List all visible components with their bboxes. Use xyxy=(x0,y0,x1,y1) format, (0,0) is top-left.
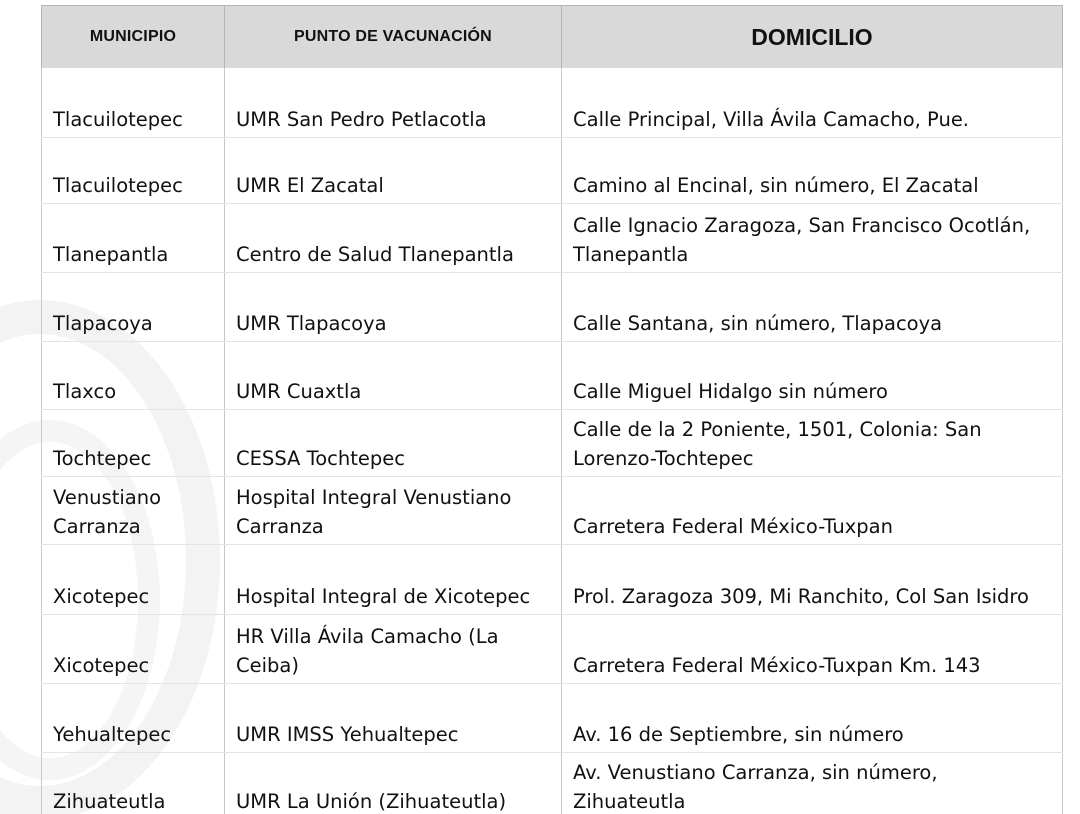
header-domicilio: DOMICILIO xyxy=(562,6,1063,69)
cell-municipio: Zihuateutla xyxy=(42,753,225,814)
table-row xyxy=(42,273,1063,342)
cell-domicilio: Av. Venustiano Carranza, sin número, Zihuateutla xyxy=(562,753,1063,814)
header-row xyxy=(42,6,1063,69)
cell-punto: UMR La Unión (Zihuateutla) xyxy=(225,753,562,814)
cell-municipio: Xicotepec xyxy=(42,615,225,684)
cell-domicilio: Carretera Federal México-Tuxpan Km. 143 xyxy=(562,615,1063,684)
table-row xyxy=(42,615,1063,684)
cell-punto: UMR Cuaxtla xyxy=(225,342,562,410)
cell-municipio: Tlacuilotepec xyxy=(42,138,225,204)
cell-municipio: Tlaxco xyxy=(42,342,225,410)
cell-municipio: Tlacuilotepec xyxy=(42,68,225,138)
cell-punto: CESSA Tochtepec xyxy=(225,410,562,477)
table-row xyxy=(42,684,1063,753)
cell-domicilio: Prol. Zaragoza 309, Mi Ranchito, Col San Isidro xyxy=(562,545,1063,615)
cell-punto: HR Villa Ávila Camacho (La Ceiba) xyxy=(225,615,562,684)
cell-punto: Centro de Salud Tlanepantla xyxy=(225,204,562,273)
cell-punto: UMR El Zacatal xyxy=(225,138,562,204)
cell-municipio: Xicotepec xyxy=(42,545,225,615)
cell-punto: UMR San Pedro Petlacotla xyxy=(225,68,562,138)
cell-municipio: Yehualtepec xyxy=(42,684,225,753)
cell-punto: UMR IMSS Yehualtepec xyxy=(225,684,562,753)
table-row xyxy=(42,204,1063,273)
cell-municipio: Venustiano Carranza xyxy=(42,477,225,545)
cell-domicilio: Calle Miguel Hidalgo sin número xyxy=(562,342,1063,410)
table-row xyxy=(42,477,1063,545)
cell-domicilio: Carretera Federal México-Tuxpan xyxy=(562,477,1063,545)
table-row xyxy=(42,68,1063,138)
cell-domicilio: Calle Santana, sin número, Tlapacoya xyxy=(562,273,1063,342)
cell-punto: UMR Tlapacoya xyxy=(225,273,562,342)
table-row xyxy=(42,753,1063,814)
table-header xyxy=(42,6,1063,69)
vaccination-points-table xyxy=(41,5,1063,814)
cell-domicilio: Calle Principal, Villa Ávila Camacho, Pue. xyxy=(562,68,1063,138)
cell-domicilio: Av. 16 de Septiembre, sin número xyxy=(562,684,1063,753)
table-row xyxy=(42,545,1063,615)
table-body xyxy=(42,68,1063,814)
cell-domicilio: Calle Ignacio Zaragoza, San Francisco Ocotlán, Tlanepantla xyxy=(562,204,1063,273)
cell-municipio: Tlanepantla xyxy=(42,204,225,273)
cell-municipio: Tochtepec xyxy=(42,410,225,477)
table-row xyxy=(42,410,1063,477)
header-punto-vacunacion: PUNTO DE VACUNACIÓN xyxy=(225,6,562,69)
header-municipio: MUNICIPIO xyxy=(42,6,225,69)
cell-domicilio: Camino al Encinal, sin número, El Zacatal xyxy=(562,138,1063,204)
table-row xyxy=(42,138,1063,204)
cell-punto: Hospital Integral de Xicotepec xyxy=(225,545,562,615)
cell-domicilio: Calle de la 2 Poniente, 1501, Colonia: San Lorenzo-Tochtepec xyxy=(562,410,1063,477)
cell-municipio: Tlapacoya xyxy=(42,273,225,342)
table-row xyxy=(42,342,1063,410)
cell-punto: Hospital Integral Venustiano Carranza xyxy=(225,477,562,545)
